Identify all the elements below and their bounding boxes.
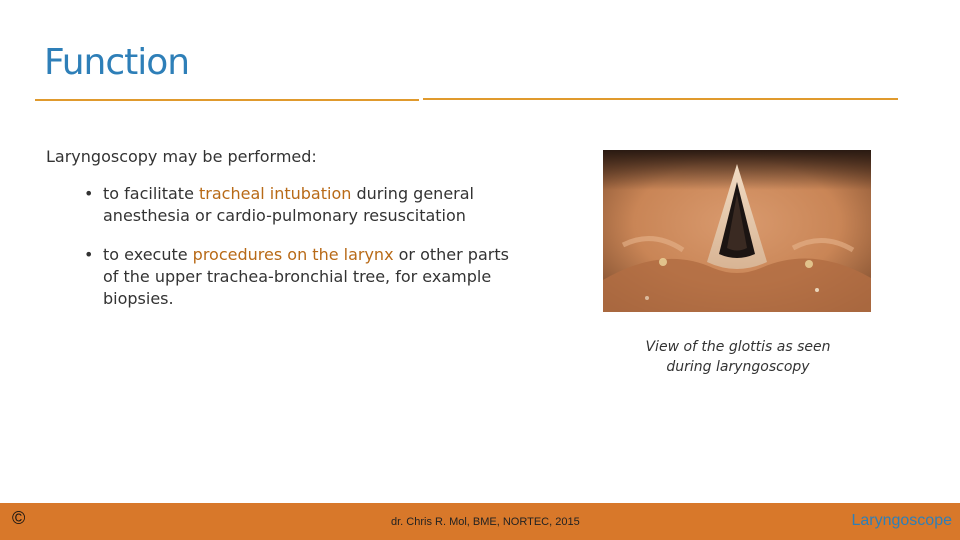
image-caption xyxy=(630,337,846,377)
bullet-text xyxy=(103,244,524,310)
bullet-item-procedures xyxy=(84,244,524,310)
bullet-text-line3: biopsies. xyxy=(103,289,174,308)
image-caption-line1: View of the glottis as seen xyxy=(645,339,831,355)
glottis-photo xyxy=(603,150,871,312)
intro-text: Laryngoscopy may be performed: xyxy=(46,147,317,166)
bullet-text xyxy=(103,183,524,227)
bullet-text-after: during general xyxy=(351,184,474,203)
bullet-text-after: or other parts xyxy=(393,245,509,264)
bullet-item-intubation xyxy=(84,183,524,227)
bullet-icon: • xyxy=(84,184,94,203)
bullet-highlight: procedures on the larynx xyxy=(192,245,394,264)
image-caption-line2: during laryngoscopy xyxy=(666,359,810,375)
author-credit: dr. Chris R. Mol, BME, NORTEC, 2015 xyxy=(391,516,580,528)
bullet-text-before: to facilitate xyxy=(103,184,199,203)
copyright-icon: © xyxy=(12,508,26,528)
bullet-text-line2: anesthesia or cardio-pulmonary resuscitation xyxy=(103,206,466,225)
bullet-highlight: tracheal intubation xyxy=(199,184,352,203)
title-underline-left xyxy=(35,99,419,101)
bullet-text-line2: of the upper trachea-bronchial tree, for example xyxy=(103,267,492,286)
slide-title: Function xyxy=(44,42,190,83)
footer-title: Laryngoscope xyxy=(851,512,952,529)
title-underline-right xyxy=(423,98,898,100)
bullet-icon: • xyxy=(84,245,94,264)
bullet-text-before: to execute xyxy=(103,245,193,264)
